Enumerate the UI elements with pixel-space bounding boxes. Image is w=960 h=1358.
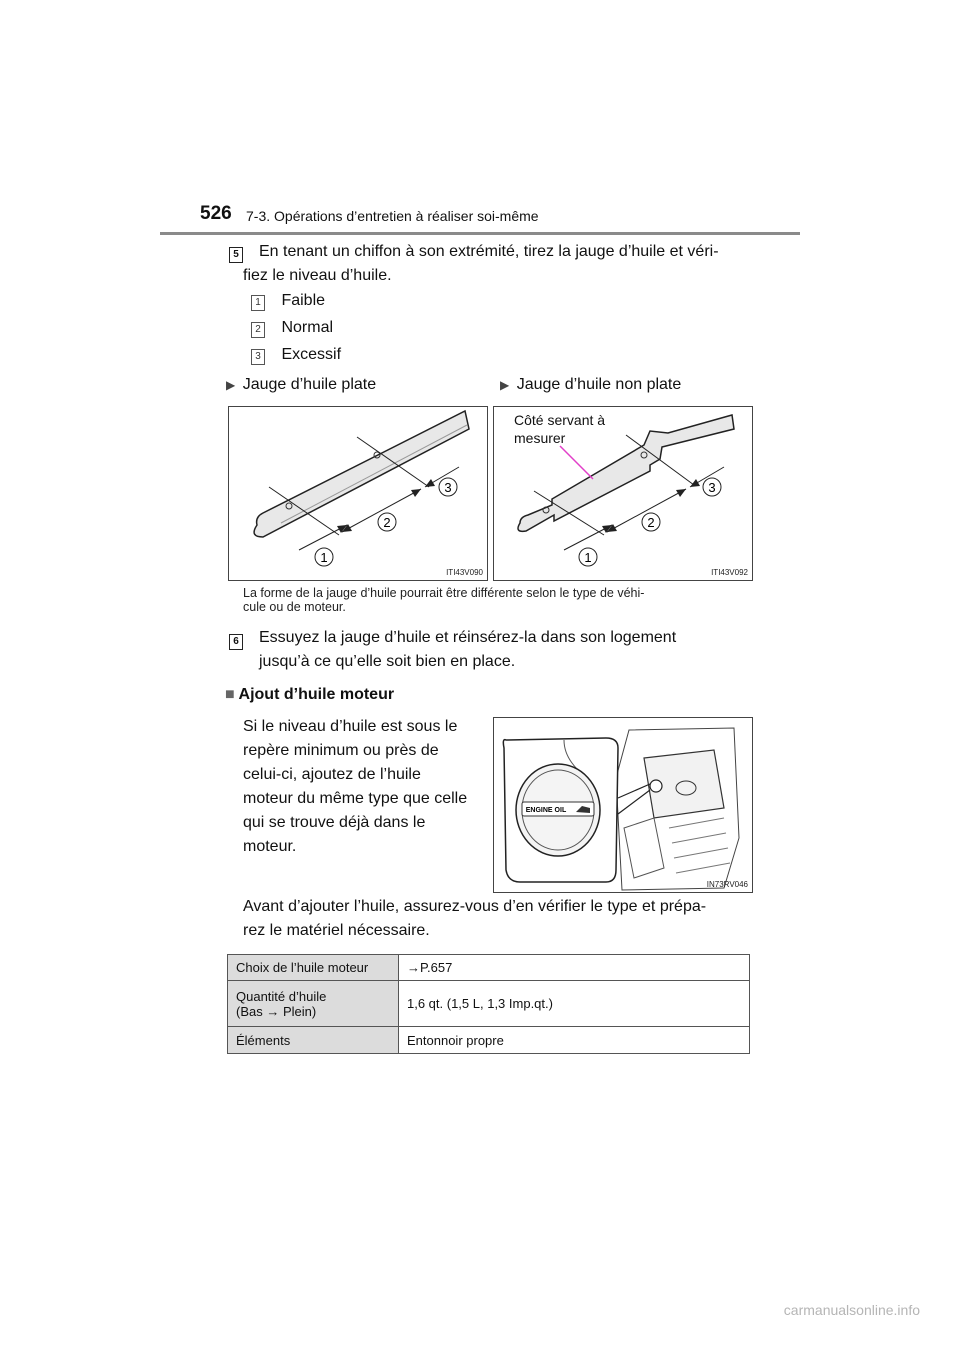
level-label: Faible	[281, 292, 326, 309]
step-5-marker: 5	[229, 244, 243, 263]
callout-3: 3	[444, 480, 452, 495]
figure-code: ITI43V090	[446, 568, 483, 577]
engine-oil-cap-label: ENGINE OIL	[525, 807, 567, 814]
level-label: Normal	[281, 319, 334, 336]
level-item-excessive	[251, 343, 341, 370]
square-bullet-icon: ■	[225, 686, 235, 703]
page-number: 526	[200, 203, 232, 224]
level-number: 1	[251, 295, 265, 311]
nonflat-dipstick-title: ▶ Jauge d’huile non plate	[500, 376, 682, 393]
watermark: carmanualsonline.info	[783, 1302, 920, 1318]
table-key: Quantité d’huile (Bas → Plein)	[228, 981, 399, 1027]
table-value: 1,6 qt. (1,5 L, 1,3 Imp.qt.)	[399, 981, 750, 1027]
measuring-side-leader	[560, 446, 593, 479]
level-item-normal	[251, 316, 341, 343]
step-6-line-1: Essuyez la jauge d’huile et réinsérez-la dans son logement	[259, 629, 677, 646]
figure-code: ITI43V092	[711, 568, 748, 577]
level-label: Excessif	[281, 346, 342, 363]
triangle-icon: ▶	[500, 378, 510, 392]
flat-dipstick-title: ▶ Jauge d’huile plate	[226, 376, 377, 393]
section-title: 7-3. Opérations d’entretien à réaliser soi-même	[246, 208, 539, 224]
step-6-marker: 6	[229, 631, 243, 650]
engine-bay-illustration	[494, 718, 752, 892]
level-number: 3	[251, 349, 265, 365]
table-key: Choix de l’huile moteur	[228, 955, 399, 981]
preparation-paragraph: Avant d’ajouter l’huile, assurez-vous d’en vérifier le type et prépa- rez le matériel nécessaire.	[243, 898, 707, 939]
oil-spec-table	[227, 954, 750, 1054]
flat-dipstick-figure	[228, 406, 488, 581]
step-5-line-1: En tenant un chiffon à son extrémité, tirez la jauge d’huile et véri-	[259, 243, 719, 260]
callout-1: 1	[320, 550, 328, 565]
step-5-text	[243, 240, 749, 288]
level-number: 2	[251, 322, 265, 338]
page-reference-link[interactable]: →P.657	[399, 955, 750, 981]
figure-code: IN73RV046	[706, 880, 748, 889]
step-6-line-2: jusqu’à ce qu’elle soit bien en place.	[259, 653, 516, 670]
nonflat-dipstick-figure	[493, 406, 753, 581]
adding-oil-heading: ■ Ajout d’huile moteur	[225, 686, 395, 703]
callout-1: 1	[584, 550, 592, 565]
table-value: Entonnoir propre	[399, 1027, 750, 1054]
engine-oil-cap-figure	[493, 717, 753, 893]
callout-3: 3	[708, 480, 716, 495]
flat-dipstick-illustration	[229, 407, 487, 580]
callout-2: 2	[383, 515, 391, 530]
adding-oil-paragraph: Si le niveau d’huile est sous le repère minimum ou près de celui-ci, ajoutez de l’huile moteur du même type que celle qui se trouve déjà dans le moteur.	[243, 718, 468, 855]
table-row	[228, 1027, 750, 1054]
table-row	[228, 981, 750, 1027]
callout-2: 2	[647, 515, 655, 530]
level-list	[251, 289, 341, 370]
triangle-icon: ▶	[226, 378, 236, 392]
table-key: Éléments	[228, 1027, 399, 1054]
table-row	[228, 955, 750, 981]
measuring-side-label: Côté servant à mesurer	[514, 412, 606, 446]
level-item-low	[251, 289, 341, 316]
step-6-text	[259, 626, 749, 674]
step-5-line-2: fiez le niveau d’huile.	[243, 267, 392, 284]
header-rule	[160, 232, 800, 235]
figure-caption: La forme de la jauge d’huile pourrait être différente selon le type de véhi- cule ou de moteur.	[243, 586, 645, 614]
